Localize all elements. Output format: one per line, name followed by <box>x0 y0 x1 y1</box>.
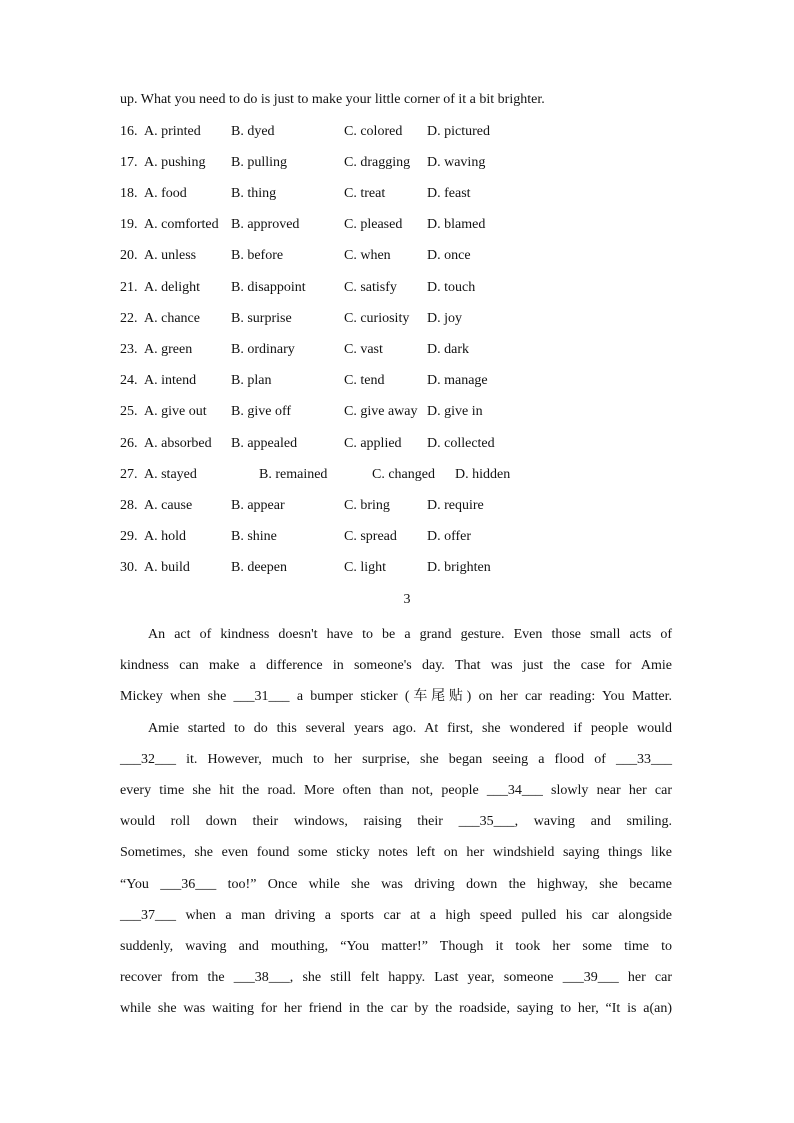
option-d: D. brighten <box>427 560 491 575</box>
option-b: B. give off <box>231 404 292 419</box>
option-d: D. collected <box>427 436 495 451</box>
option-b: B. ordinary <box>231 342 295 357</box>
question-number: 26. <box>120 436 138 451</box>
passage-line: recover from the ___38___, she still felt happy. Last year, someone ___39___ her car <box>120 970 672 986</box>
passage-line: suddenly, waving and mouthing, “You matter!” Though it took her some time to <box>120 939 672 955</box>
option-d: D. feast <box>427 186 471 201</box>
option-b: B. before <box>231 248 284 263</box>
option-b: B. remained <box>259 467 328 482</box>
option-c: C. dragging <box>344 155 411 170</box>
option-b: B. deepen <box>231 560 287 575</box>
option-d: D. blamed <box>427 217 486 232</box>
option-c: C. satisfy <box>344 280 397 295</box>
passage-line: ___37___ when a man driving a sports car at a high speed pulled his car alongside <box>120 907 672 923</box>
option-c: C. give away <box>344 404 418 419</box>
option-c: C. bring <box>344 498 390 513</box>
option-a: A. food <box>144 186 187 201</box>
option-a: A. stayed <box>144 467 197 482</box>
passage-line: An act of kindness doesn't have to be a grand gesture. Even those small acts of <box>148 627 672 642</box>
question-number: 23. <box>120 342 138 357</box>
passage-line: would roll down their windows, raising their ___35___, waving and smiling. <box>120 814 672 830</box>
question-number: 21. <box>120 280 138 295</box>
option-c: C. curiosity <box>344 311 410 326</box>
question-number: 20. <box>120 248 138 263</box>
option-c: C. light <box>344 560 387 575</box>
option-a: A. delight <box>144 280 200 295</box>
option-d: D. manage <box>427 373 488 388</box>
question-number: 24. <box>120 373 138 388</box>
option-a: A. pushing <box>144 155 206 170</box>
option-a: A. intend <box>144 373 197 388</box>
option-c: C. spread <box>344 529 397 544</box>
intro-line: up. What you need to do is just to make your little corner of it a bit brighter. <box>120 92 545 107</box>
option-c: C. when <box>344 248 391 263</box>
section-number: 3 <box>403 592 411 607</box>
option-d: D. once <box>427 248 471 263</box>
option-b: B. thing <box>231 186 277 201</box>
passage-line: Mickey when she ___31___ a bumper sticker (车尾贴) on her car reading: You Matter. <box>120 689 672 705</box>
option-c: C. tend <box>344 373 385 388</box>
passage-line: “You ___36___ too!” Once while she was driving down the highway, she became <box>120 876 672 892</box>
option-a: A. green <box>144 342 193 357</box>
option-d: D. touch <box>427 280 476 295</box>
option-d: D. hidden <box>455 467 511 482</box>
option-b: B. pulling <box>231 155 288 170</box>
passage-line: while she was waiting for her friend in the car by the roadside, saying to her, “It is a(an) <box>120 1001 672 1017</box>
passage-line: ___32___ it. However, much to her surprise, she began seeing a flood of ___33___ <box>120 751 672 767</box>
option-a: A. absorbed <box>144 436 212 451</box>
option-a: A. give out <box>144 404 207 419</box>
option-c: C. applied <box>344 436 402 451</box>
option-a: A. hold <box>144 529 186 544</box>
option-d: D. offer <box>427 529 472 544</box>
option-c: C. pleased <box>344 217 403 232</box>
option-c: C. changed <box>372 467 435 482</box>
option-c: C. vast <box>344 342 383 357</box>
question-number: 17. <box>120 155 138 170</box>
option-b: B. plan <box>231 373 272 388</box>
passage-line: Amie started to do this several years ago. At first, she wondered if people would <box>148 720 672 736</box>
option-b: B. appear <box>231 498 285 513</box>
question-number: 16. <box>120 124 138 139</box>
question-number: 22. <box>120 311 138 326</box>
question-number: 29. <box>120 529 138 544</box>
option-a: A. comforted <box>144 217 219 232</box>
question-number: 27. <box>120 467 138 482</box>
option-d: D. pictured <box>427 124 490 139</box>
option-b: B. appealed <box>231 436 298 451</box>
passage-line: kindness can make a difference in someone's day. That was just the case for Amie <box>120 658 672 674</box>
option-b: B. dyed <box>231 124 275 139</box>
option-d: D. waving <box>427 155 486 170</box>
option-d: D. joy <box>427 311 462 326</box>
option-a: A. chance <box>144 311 200 326</box>
option-d: D. require <box>427 498 484 513</box>
question-number: 25. <box>120 404 138 419</box>
reading-passage <box>120 619 672 1025</box>
option-c: C. colored <box>344 124 403 139</box>
option-b: B. approved <box>231 217 300 232</box>
question-number: 19. <box>120 217 138 232</box>
option-b: B. disappoint <box>231 280 306 295</box>
option-d: D. dark <box>427 342 469 357</box>
option-c: C. treat <box>344 186 386 201</box>
option-b: B. shine <box>231 529 277 544</box>
question-number: 28. <box>120 498 138 513</box>
option-a: A. build <box>144 560 190 575</box>
option-b: B. surprise <box>231 311 292 326</box>
option-a: A. printed <box>144 124 201 139</box>
question-number: 30. <box>120 560 138 575</box>
option-d: D. give in <box>427 404 483 419</box>
question-number: 18. <box>120 186 138 201</box>
passage-line: every time she hit the road. More often than not, people ___34___ slowly near her car <box>120 783 672 799</box>
passage-line: Sometimes, she even found some sticky notes left on her windshield saying things like <box>120 845 672 861</box>
option-a: A. cause <box>144 498 193 513</box>
option-a: A. unless <box>144 248 197 263</box>
